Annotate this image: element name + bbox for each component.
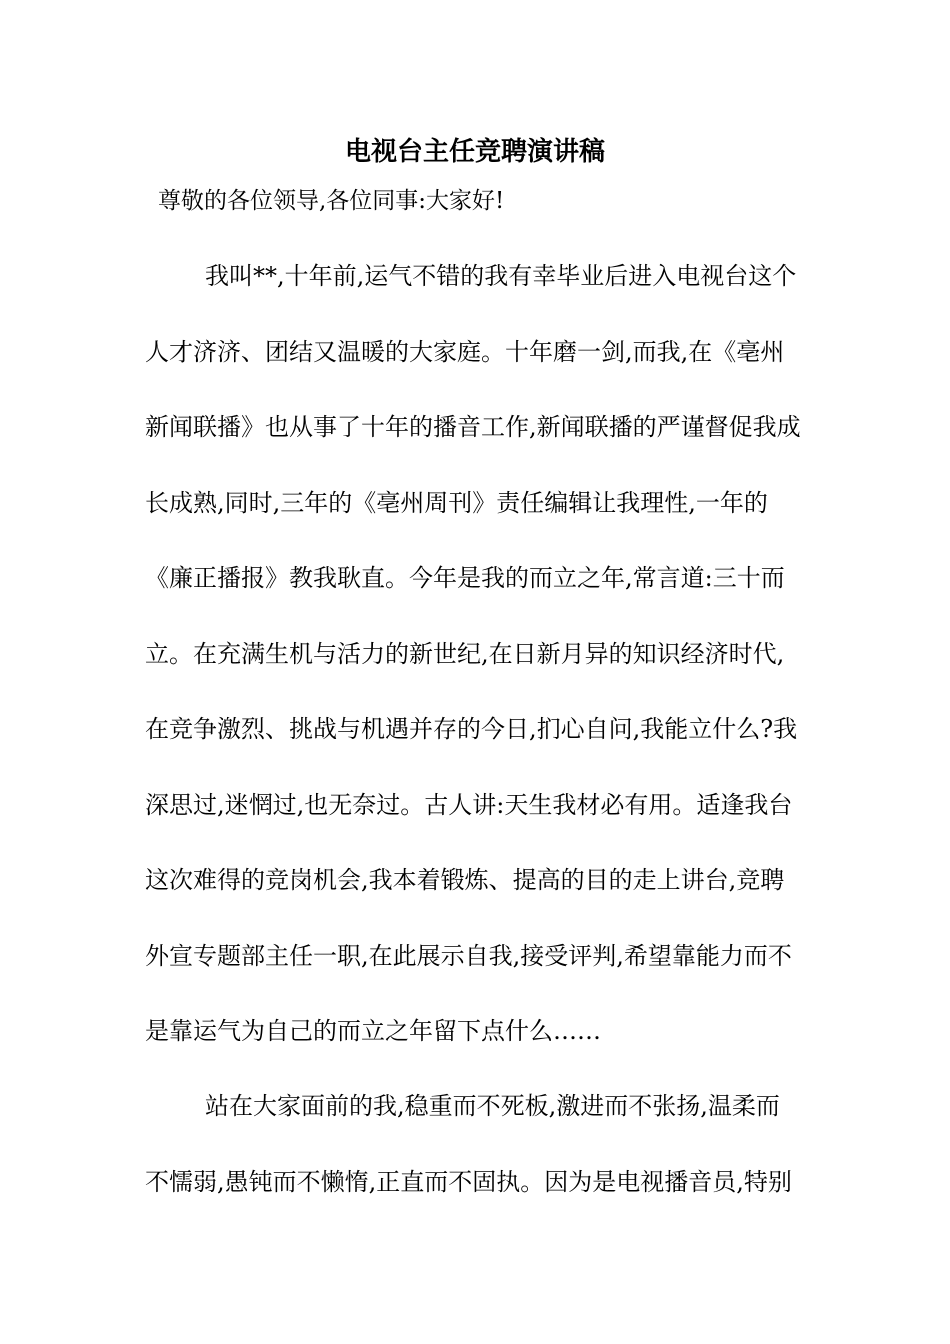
paragraph-line: 《廉正播报》教我耿直。今年是我的而立之年,常言道:三十而 [145, 564, 785, 592]
paragraph-line: 是靠运气为自己的而立之年留下点什么…… [145, 1017, 601, 1045]
paragraph-line: 站在大家面前的我,稳重而不死板,激进而不张扬,温柔而 [205, 1092, 780, 1120]
paragraph-line: 这次难得的竞岗机会,我本着锻炼、提高的目的走上讲台,竞聘 [145, 866, 785, 894]
paragraph-line: 我叫**,十年前,运气不错的我有幸毕业后进入电视台这个 [205, 262, 797, 290]
paragraph-line: 外宣专题部主任一职,在此展示自我,接受评判,希望靠能力而不 [145, 942, 792, 970]
paragraph-line: 在竞争激烈、挑战与机遇并存的今日,扪心自问,我能立什么?我 [145, 715, 798, 743]
paragraph-line: 不懦弱,愚钝而不懒惰,正直而不固执。因为是电视播音员,特别 [145, 1168, 792, 1196]
paragraph-line: 人才济济、团结又温暖的大家庭。十年磨一剑,而我,在《亳州 [145, 338, 785, 366]
document-title: 电视台主任竞聘演讲稿 [344, 137, 605, 167]
salutation: 尊敬的各位领导,各位同事:大家好! [158, 188, 505, 214]
paragraph-line: 深思过,迷惘过,也无奈过。古人讲:天生我材必有用。适逢我台 [145, 791, 793, 819]
paragraph-line: 新闻联播》也从事了十年的播音工作,新闻联播的严谨督促我成 [145, 413, 801, 441]
paragraph-line: 立。在充满生机与活力的新世纪,在日新月异的知识经济时代, [145, 640, 785, 668]
paragraph-line: 长成熟,同时,三年的《亳州周刊》责任编辑让我理性,一年的 [145, 489, 768, 517]
